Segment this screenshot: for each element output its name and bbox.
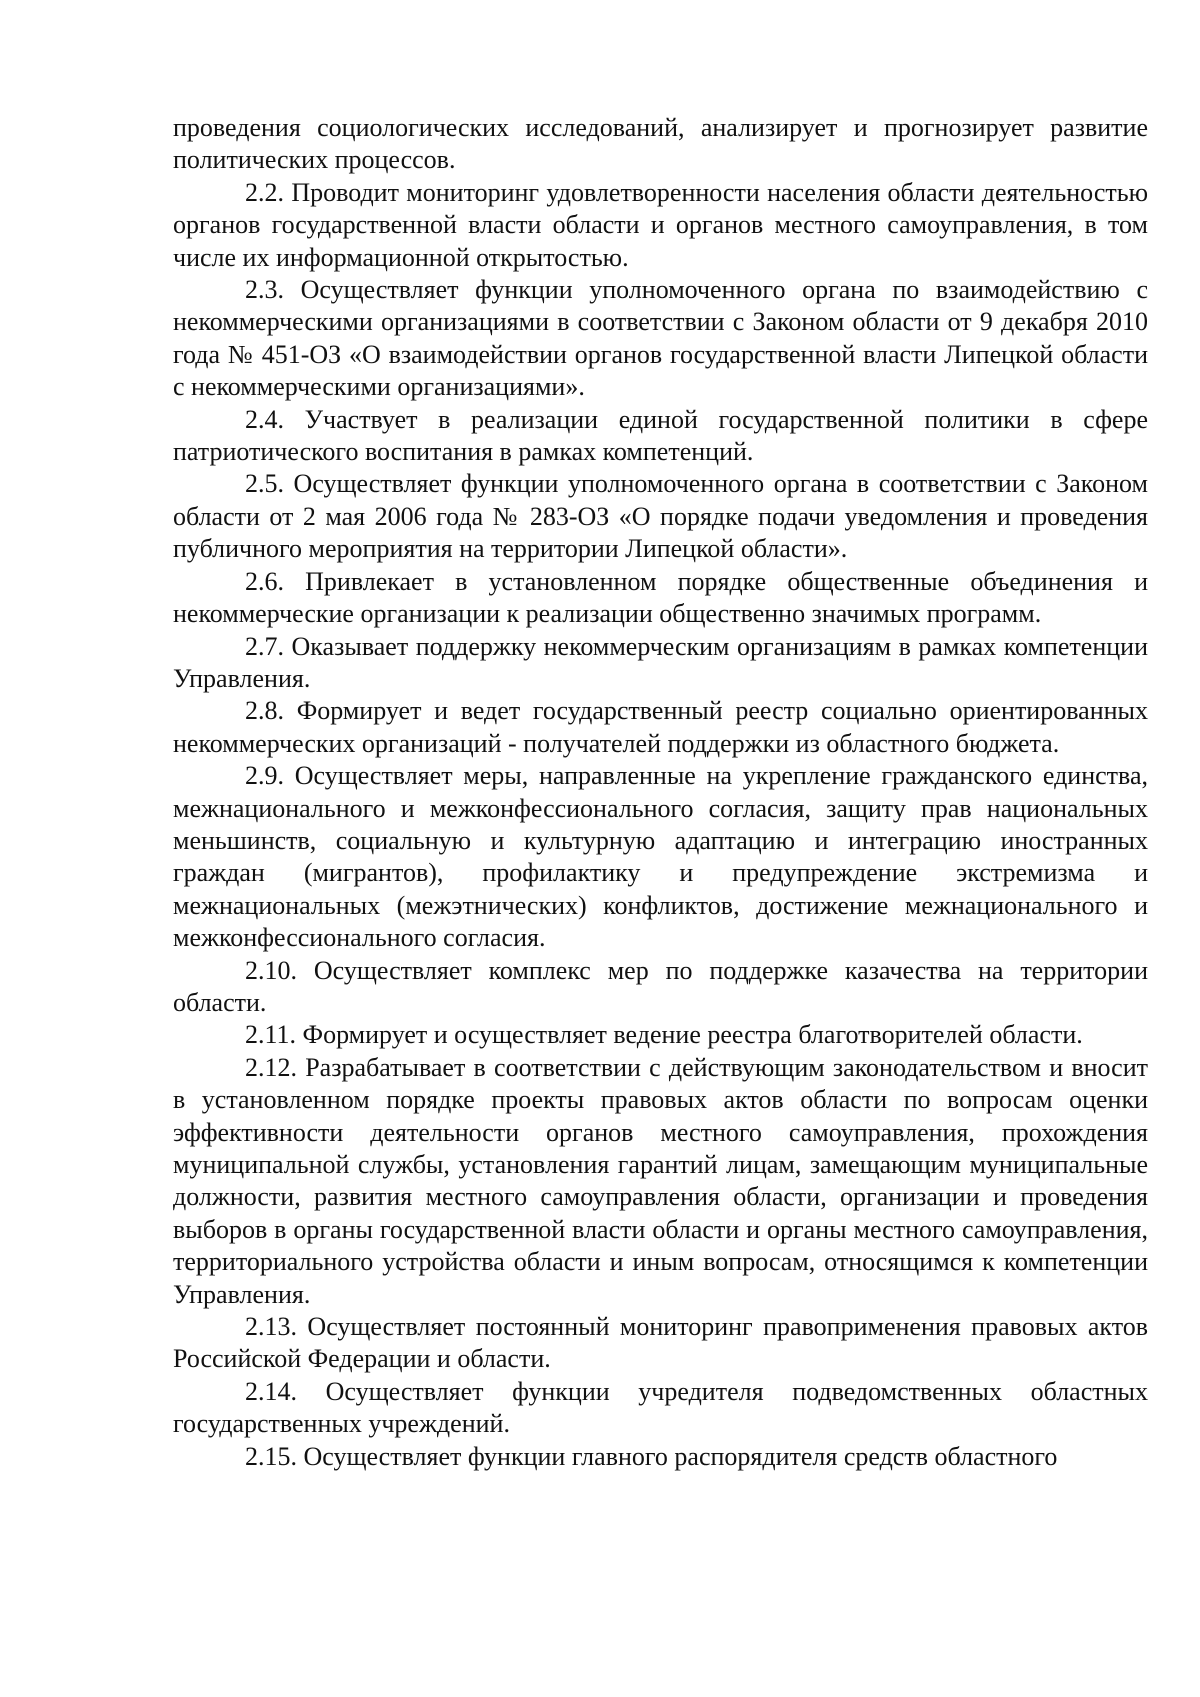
document-page — [173, 112, 1148, 1473]
paragraph-2-2: 2.2. Проводит мониторинг удовлетворенности населения области деятельностью органов государственной власти области и органов местного самоуправления, в том числе их информационной открытостью. — [173, 177, 1148, 272]
paragraph-2-12: 2.12. Разрабатывает в соответствии с действующим законодательством и вносит в установленном порядке проекты правовых актов области по вопросам оценки эффективности деятельности органов местного самоуправления, прохождения муниципальной службы, установления гарантий лицам, замещающим муниципальные должности, развития местного самоуправления области, организации и проведения выборов в органы государственной власти области и органы местного самоуправления, территориального устройства области и иным вопросам, относящимся к компетенции Управления. — [173, 1052, 1148, 1309]
paragraph-2-6: 2.6. Привлекает в установленном порядке общественные объединения и некоммерческие организации к реализации общественно значимых программ. — [173, 566, 1148, 629]
paragraph-2-4: 2.4. Участвует в реализации единой государственной политики в сфере патриотического воспитания в рамках компетенций. — [173, 404, 1148, 467]
paragraph-2-8: 2.8. Формирует и ведет государственный реестр социально ориентированных некоммерческих организаций - получателей поддержки из областного бюджета. — [173, 696, 1148, 758]
paragraph-continuation: проведения социологических исследований, анализирует и прогнозирует развитие политических процессов. — [173, 113, 1148, 175]
paragraph-2-15: 2.15. Осуществляет функции главного распорядителя средств областного — [245, 1441, 1058, 1471]
paragraph-2-14: 2.14. Осуществляет функции учредителя подведомственных областных государственных учреждений. — [173, 1376, 1148, 1439]
paragraph-2-3: 2.3. Осуществляет функции уполномоченного органа по взаимодействию с некоммерческими организациями в соответствии с Законом области от 9 декабря 2010 года № 451-ОЗ «О взаимодействии органов государственной власти Липецкой области с некоммерческими организациями». — [173, 275, 1148, 402]
paragraph-2-11: 2.11. Формирует и осуществляет ведение реестра благотворителей области. — [245, 1020, 1083, 1050]
paragraph-2-9: 2.9. Осуществляет меры, направленные на укрепление гражданского единства, межнационального и межконфессионального согласия, защиту прав национальных меньшинств, социальную и культурную адаптацию и интеграцию иностранных граждан (мигрантов), профилактику и предупреждение экстремизма и межнациональных (межэтнических) конфликтов, достижение межнационального и межконфессионального согласия. — [173, 761, 1148, 953]
paragraph-2-10: 2.10. Осуществляет комплекс мер по поддержке казачества на территории области. — [173, 955, 1148, 1017]
paragraph-2-7: 2.7. Оказывает поддержку некоммерческим организациям в рамках компетенции Управления. — [173, 631, 1148, 693]
paragraph-2-5: 2.5. Осуществляет функции уполномоченного органа в соответствии с Законом области от 2 мая 2006 года № 283-ОЗ «О порядке подачи уведомления и проведения публичного мероприятия на территории Липецкой области». — [173, 469, 1148, 564]
paragraph-2-13: 2.13. Осуществляет постоянный мониторинг правоприменения правовых актов Российской Федерации и области. — [173, 1312, 1148, 1374]
